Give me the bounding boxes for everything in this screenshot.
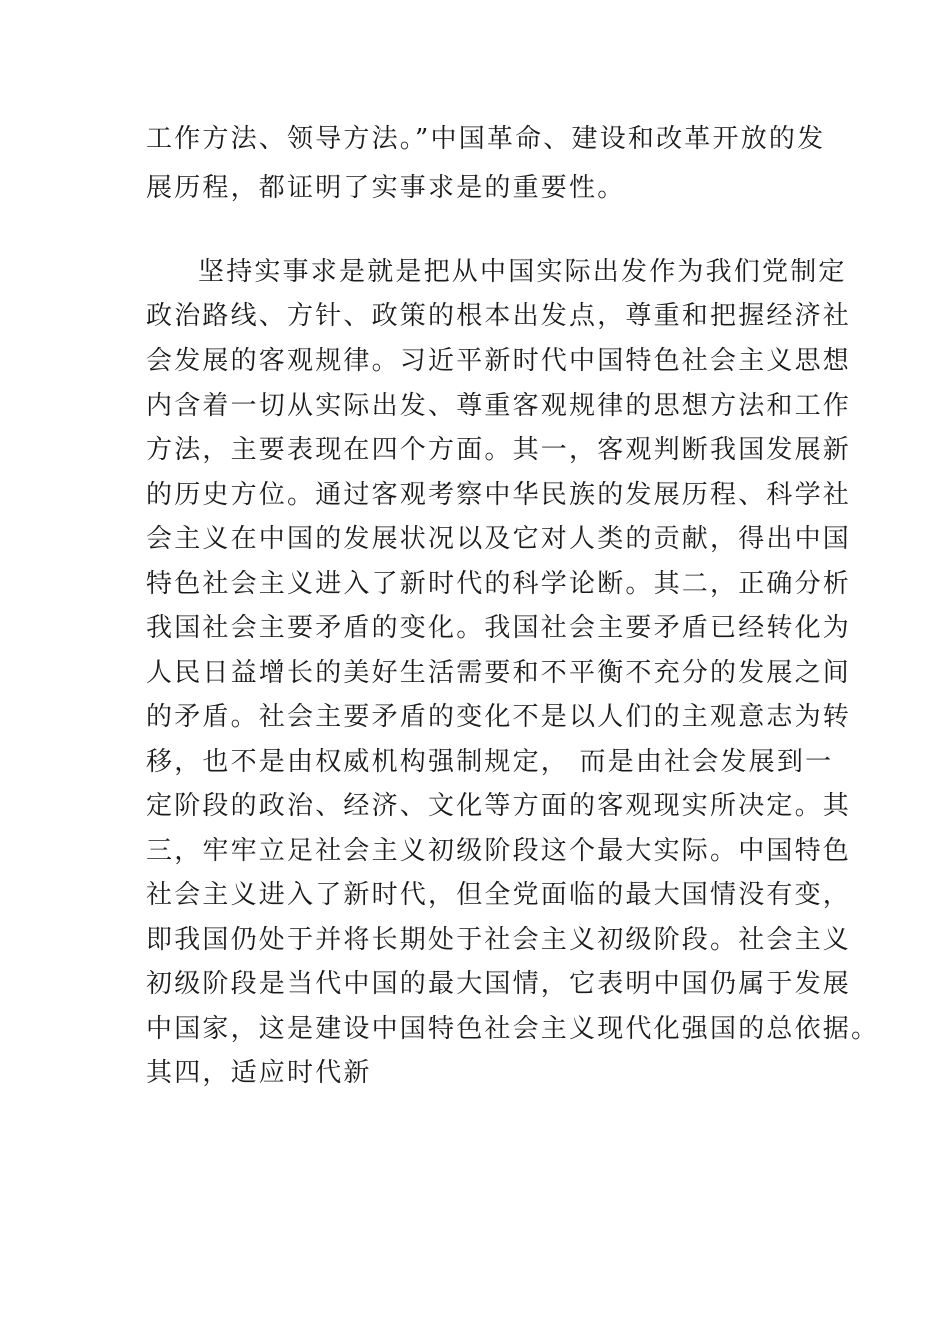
text-line: 初级阶段是当代中国的最大国情，它表明中国仍属于发展 [146,969,852,999]
text-line: 即我国仍处于并将长期处于社会主义初级阶段。社会主义 [146,925,852,955]
text-line: 的矛盾。社会主要矛盾的变化不是以人们的主观意志为转 [146,702,852,732]
text-line: 展历程，都证明了实事求是的重要性。 [146,173,626,203]
text-line: 社会主义进入了新时代，但全党面临的最大国情没有变， [146,880,852,910]
paragraph-first-line: 坚持实事求是就是把从中国实际出发作为我们党制定 [198,257,847,287]
text-line: 人民日益增长的美好生活需要和不平衡不充分的发展之间 [146,658,852,688]
text-line: 中国家，这是建设中国特色社会主义现代化强国的总依据。 [146,1014,880,1044]
text-line: 会发展的客观规律。习近平新时代中国特色社会主义思想 [146,346,852,376]
text-line: 会主义在中国的发展状况以及它对人类的贡献，得出中国 [146,524,852,554]
text-line: 移，也不是由权威机构强制规定， 而是由社会发展到一 [146,747,834,777]
text-line: 三，牢牢立足社会主义初级阶段这个最大实际。中国特色 [146,836,852,866]
text-line: 方法，主要表现在四个方面。其一，客观判断我国发展新 [146,435,852,465]
text-line: 的历史方位。通过客观考察中华民族的发展历程、科学社 [146,480,852,510]
text-line: 我国社会主要矛盾的变化。我国社会主要矛盾已经转化为 [146,613,852,643]
text-line: 内含着一切从实际出发、尊重客观规律的思想方法和工作 [146,391,852,421]
text-line: 其四，适应时代新 [146,1058,372,1088]
text-line: 定阶段的政治、经济、文化等方面的客观现实所决定。其 [146,791,852,821]
text-line: 政治路线、方针、政策的根本出发点，尊重和把握经济社 [146,301,852,331]
text-line: 工作方法、领导方法。”中国革命、建设和改革开放的发 [146,124,826,154]
text-line: 特色社会主义进入了新时代的科学论断。其二，正确分析 [146,569,852,599]
